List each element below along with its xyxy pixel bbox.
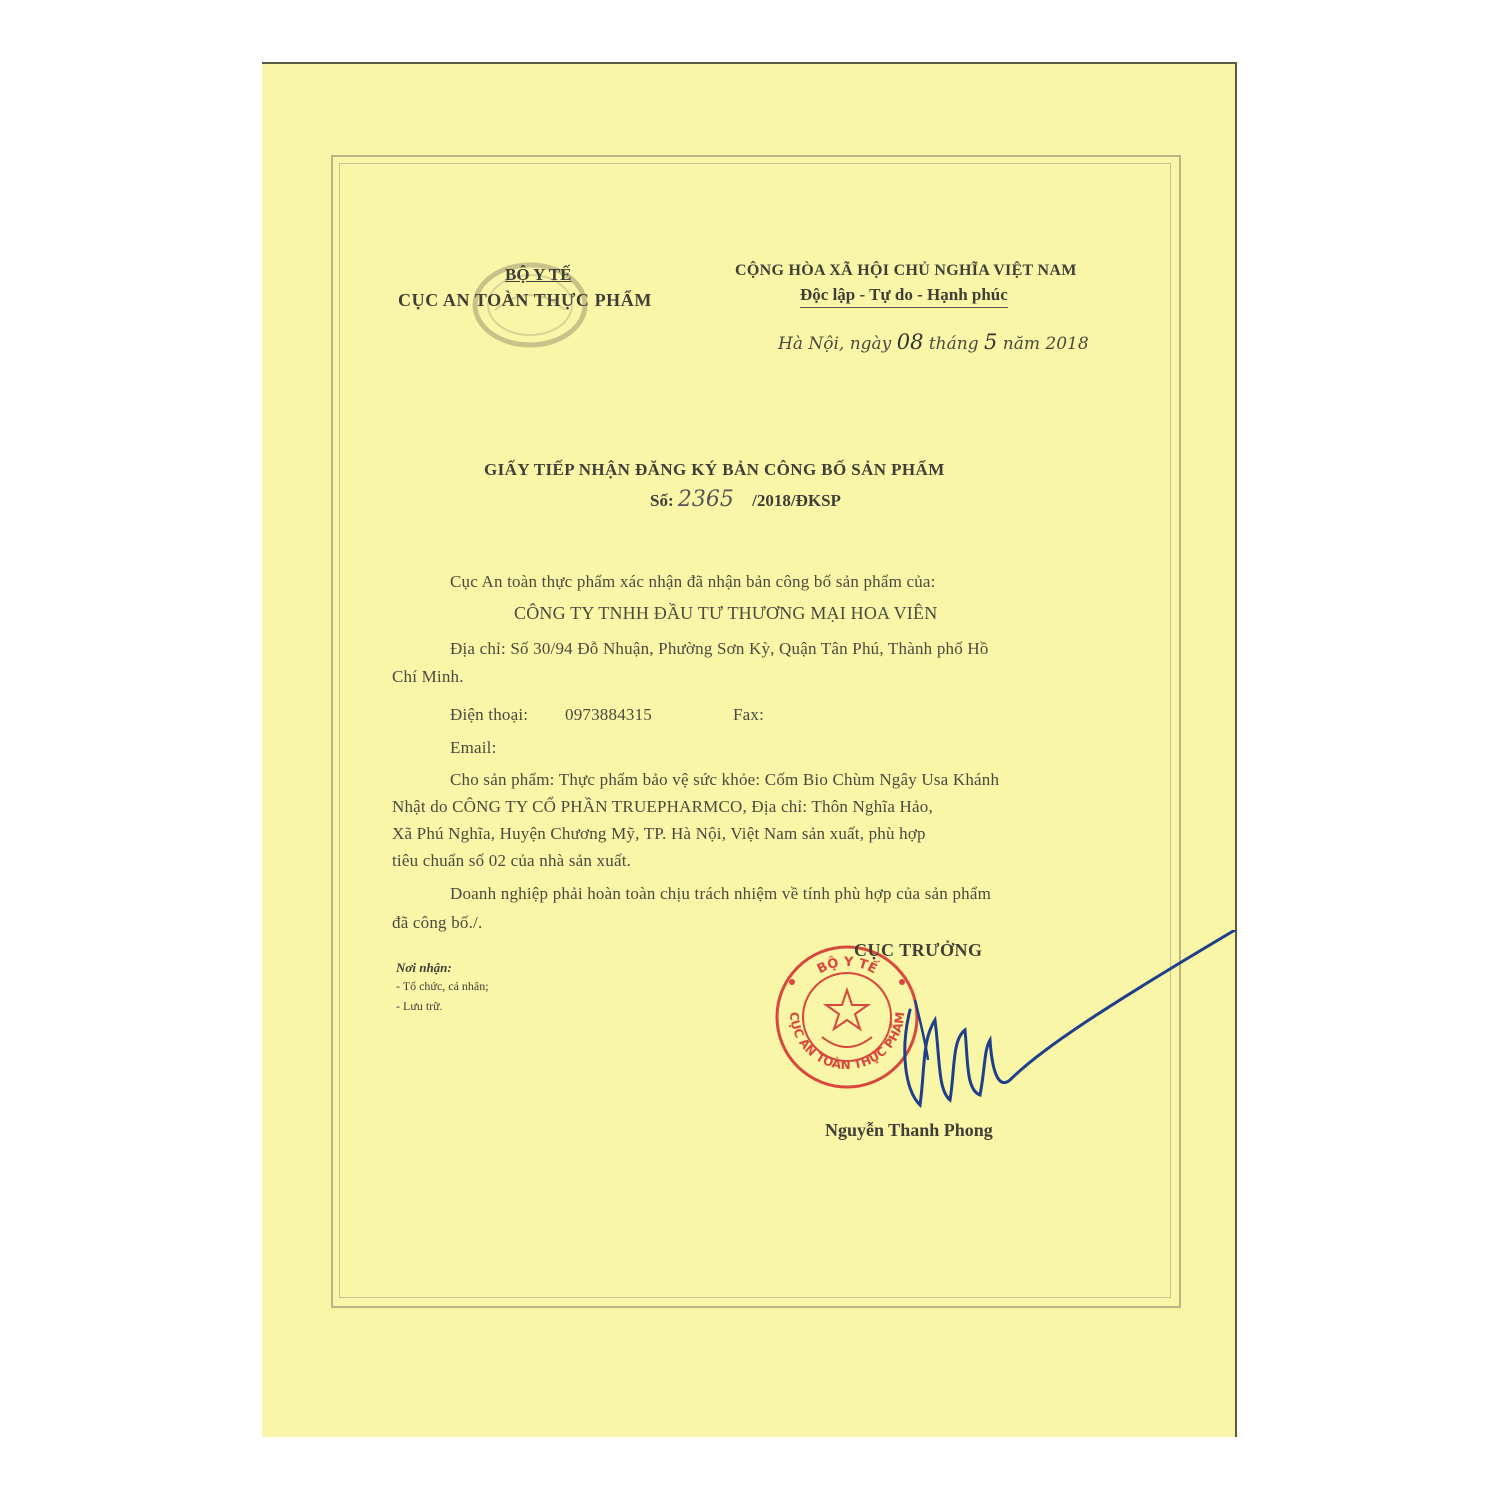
seal-ring-bottom: CỤC AN TOÀN THỰC PHẨM <box>786 1011 908 1073</box>
date-year: năm 2018 <box>1002 334 1089 354</box>
phone-value: 0973884315 <box>565 705 652 724</box>
national-motto: Độc lập - Tự do - Hạnh phúc <box>800 285 1008 308</box>
date-day: 08 <box>896 330 924 354</box>
product-line-3: Xã Phú Nghĩa, Huyện Chương Mỹ, TP. Hà Nội, Việt Nam sản xuất, phù hợp <box>392 824 926 843</box>
email-label: Email: <box>450 738 497 757</box>
seal-ring-top: BỘ Y TẾ <box>814 954 880 978</box>
handwritten-signature-icon <box>880 930 1240 1130</box>
issue-date <box>778 330 1089 354</box>
document-number-suffix: /2018/ĐKSP <box>752 491 841 510</box>
date-prefix: Hà Nội, ngày <box>778 334 892 354</box>
recipient-item: - Tổ chức, cá nhân; <box>396 979 489 993</box>
ministry-name: BỘ Y TẾ <box>505 265 572 284</box>
document-number <box>650 487 841 512</box>
responsibility-line-1: Doanh nghiệp phải hoàn toàn chịu trách nhiệm về tính phù hợp của sản phẩm <box>450 884 992 903</box>
department-name: CỤC AN TOÀN THỰC PHẨM <box>398 290 652 310</box>
phone-label: Điện thoại: <box>450 705 529 724</box>
intro-line: Cục An toàn thực phẩm xác nhận đã nhận bản công bố sản phẩm của: <box>450 572 936 591</box>
document-title: GIẤY TIẾP NHẬN ĐĂNG KÝ BẢN CÔNG BỐ SẢN PHẨM <box>484 460 945 479</box>
document-number-label: Số: <box>650 491 674 510</box>
signer-name: Nguyễn Thanh Phong <box>825 1120 993 1140</box>
date-month: 5 <box>984 330 998 354</box>
signer-position: CỤC TRƯỞNG <box>854 940 983 960</box>
fax-label: Fax: <box>733 705 765 724</box>
product-line-4: tiêu chuẩn số 02 của nhà sản xuất. <box>392 851 632 870</box>
address-line-1: Địa chỉ: Số 30/94 Đỗ Nhuận, Phường Sơn Kỳ, Quận Tân Phú, Thành phố Hồ <box>450 639 989 658</box>
recipients-heading: Nơi nhận: <box>396 960 452 975</box>
recipient-item: - Lưu trữ. <box>396 999 443 1013</box>
company-name: CÔNG TY TNHH ĐẦU TƯ THƯƠNG MẠI HOA VIÊN <box>514 603 938 623</box>
address-line-2: Chí Minh. <box>392 667 464 686</box>
date-month-label: tháng <box>928 334 979 354</box>
country-name: CỘNG HÒA XÃ HỘI CHỦ NGHĨA VIỆT NAM <box>735 262 1077 279</box>
product-line-1: Cho sản phẩm: Thực phẩm bảo vệ sức khỏe: Cốm Bio Chùm Ngây Usa Khánh <box>450 770 1000 789</box>
responsibility-line-2: đã công bố./. <box>392 913 483 932</box>
product-line-2: Nhật do CÔNG TY CỔ PHẦN TRUEPHARMCO, Địa chỉ: Thôn Nghĩa Hảo, <box>392 797 933 816</box>
document-number-value: 2365 <box>677 487 734 512</box>
